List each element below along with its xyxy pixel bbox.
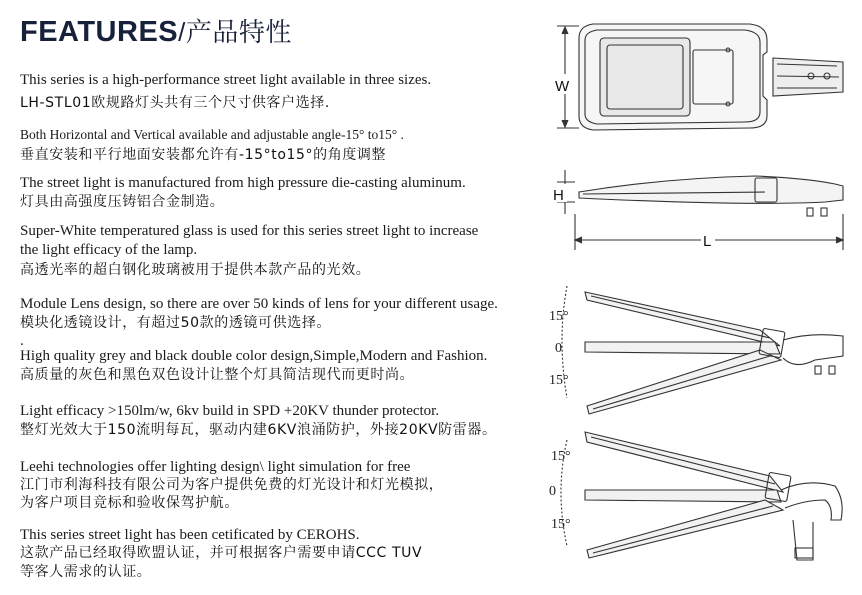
- feature-3-en: The street light is manufactured from high pressure die-casting aluminum.: [20, 175, 466, 191]
- angle-up-label-1: 15°: [549, 309, 569, 324]
- product-drawings: [545, 0, 862, 595]
- length-dimension-label: L: [703, 233, 712, 250]
- feature-9-en: This series street light has been cetificated by CEROHS.: [20, 527, 360, 543]
- feature-9-cn: 这款产品已经取得欧盟认证，并可根据客户需要申请CCC TUV: [20, 545, 423, 561]
- stray-mark: .: [20, 333, 24, 349]
- feature-1-cn: LH-STL01欧规路灯头共有三个尺寸供客户选择.: [20, 95, 330, 111]
- feature-2-cn: 垂直安装和平行地面安装都允许有-15°to15°的角度调整: [20, 147, 387, 163]
- width-dimension-label: W: [555, 78, 570, 95]
- feature-8-en: Leehi technologies offer lighting design\ light simulation for free: [20, 459, 411, 475]
- feature-4-en-2: the light efficacy of the lamp.: [20, 242, 198, 258]
- feature-6-en: High quality grey and black double color design,Simple,Modern and Fashion.: [20, 348, 488, 364]
- height-dimension-label: H: [553, 187, 564, 204]
- top-view-drawing: [557, 24, 843, 130]
- page-title-cn: /产品特性: [178, 17, 292, 47]
- angle-up-label-2: 15°: [551, 449, 571, 464]
- horizontal-angle-drawing: [562, 286, 843, 414]
- angle-down-label-2: 15°: [551, 517, 571, 532]
- angle-zero-label-1: 0: [555, 341, 562, 356]
- feature-9-cn-2: 等客人需求的认证。: [20, 564, 152, 580]
- side-view-drawing: [557, 170, 843, 250]
- feature-5-cn: 模块化透镜设计，有超过50款的透镜可供选择。: [20, 315, 332, 331]
- feature-4-cn: 高透光率的超白钢化玻璃被用于提供本款产品的光效。: [20, 262, 371, 278]
- dimension-drawing-svg: [545, 0, 862, 595]
- angle-zero-label-2: 0: [549, 484, 556, 499]
- feature-7-cn: 整灯光效大于150流明每瓦，驱动内建6KV浪涌防护，外接20KV防雷器。: [20, 422, 497, 438]
- feature-1-en: This series is a high-performance street light available in three sizes.: [20, 72, 432, 88]
- feature-7-en: Light efficacy >150lm/w, 6kv build in SPD +20KV thunder protector.: [20, 403, 440, 419]
- feature-8-cn: 江门市利海科技有限公司为客户提供免费的灯光设计和灯光模拟，: [20, 477, 444, 493]
- feature-2-en: Both Horizontal and Vertical available and adjustable angle-15° to15° .: [20, 127, 404, 142]
- feature-6-cn: 高质量的灰色和黑色双色设计让整个灯具简洁现代而更时尚。: [20, 367, 415, 383]
- vertical-angle-drawing: [561, 432, 842, 560]
- feature-5-en: Module Lens design, so there are over 50 kinds of lens for your different usage.: [20, 296, 498, 312]
- feature-3-cn: 灯具由高强度压铸铝合金制造。: [20, 194, 225, 210]
- angle-down-label-1: 15°: [549, 373, 569, 388]
- feature-4-en: Super-White temperatured glass is used for this series street light to increase: [20, 223, 479, 239]
- feature-8-cn-2: 为客户项目竞标和验收保驾护航。: [20, 495, 239, 511]
- page-title-en: FEATURES: [20, 16, 179, 48]
